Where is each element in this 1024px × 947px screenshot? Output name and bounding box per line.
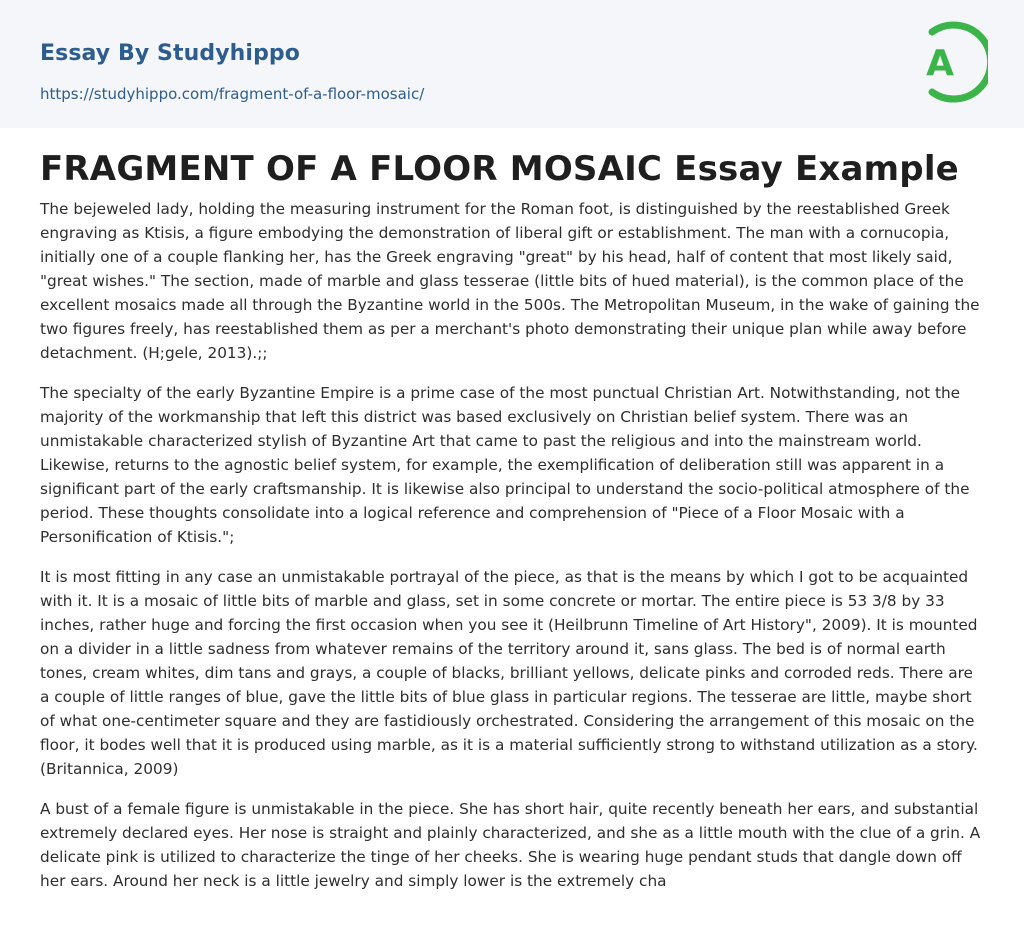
article	[40, 128, 986, 893]
logo-letter: A	[926, 43, 954, 84]
paragraph-1: The bejeweled lady, holding the measuring instrument for the Roman foot, is distinguished by the reestablished Greek engraving as Ktisis, a figure embodying the demonstration of liberal gift or establishment. The man with a cornucopia, initially one of a couple flanking her, has the Greek engraving "great" by his head, half of content that most likely said, "great wishes." The section, made of marble and glass tesserae (little bits of hued material), is the common place of the excellent mosaics made all through the Byzantine world in the 500s. The Metropolitan Museum, in the wake of gaining the two figures freely, has reestablished them as per a merchant's photo demonstrating their unique plan while away before detachment. (H;gele, 2013).;;	[40, 200, 980, 362]
paragraph-2: The specialty of the early Byzantine Empire is a prime case of the most punctual Christian Art. Notwithstanding, not the majority of the workmanship that left this district was based exclusively on Christian belief system. There was an unmistakable characterized stylish of Byzantine Art that came to past the religious and into the mainstream world. Likewise, returns to the agnostic belief system, for example, the exemplification of deliberation still was apparent in a significant part of the early craftsmanship. It is likewise also principal to understand the socio-political atmosphere of the period. These thoughts consolidate into a logical reference and comprehension of "Piece of a Floor Mosaic with a Personification of Ktisis.";	[40, 384, 970, 546]
site-header	[0, 0, 1024, 128]
paragraph-3: It is most fitting in any case an unmistakable portrayal of the piece, as that is the means by which I got to be acquainted with it. It is a mosaic of little bits of marble and glass, set in some concrete or mortar. The entire piece is 53 3/8 by 33 inches, rather huge and forcing the first occasion when you see it (Heilbrunn Timeline of Art History", 2009). It is mounted on a divider in a little sadness from whatever remains of the territory around it, sans glass. The bed is of normal earth tones, cream whites, dim tans and grays, a couple of blacks, brilliant yellows, delicate pinks and corroded reds. There are a couple of little ranges of blue, gave the little bits of blue glass in particular regions. The tesserae are little, maybe short of what one-centimeter square and they are fastidiously orchestrated. Considering the arrangement of this mosaic on the floor, it bodes well that it is produced using marble, as it is a material sufficiently strong to withstand utilization as a story. (Britannica, 2009)	[40, 568, 978, 778]
site-brand[interactable]: Essay By Studyhippo	[40, 41, 300, 66]
page-url-link[interactable]: https://studyhippo.com/fragment-of-a-floor-mosaic/	[40, 85, 425, 103]
paragraph-4: A bust of a female figure is unmistakable in the piece. She has short hair, quite recently beneath her ears, and substantial extremely declared eyes. Her nose is straight and plainly characterized, and she as a little mouth with the clue of a grin. A delicate pink is utilized to characterize the tinge of her cheeks. She is wearing huge pendant studs that dangle down off her ears. Around her neck is a little jewelry and simply lower is the extremely cha	[40, 800, 981, 890]
page-title: FRAGMENT OF A FLOOR MOSAIC Essay Example	[40, 149, 959, 189]
studyhippo-logo-icon[interactable]	[910, 18, 988, 106]
